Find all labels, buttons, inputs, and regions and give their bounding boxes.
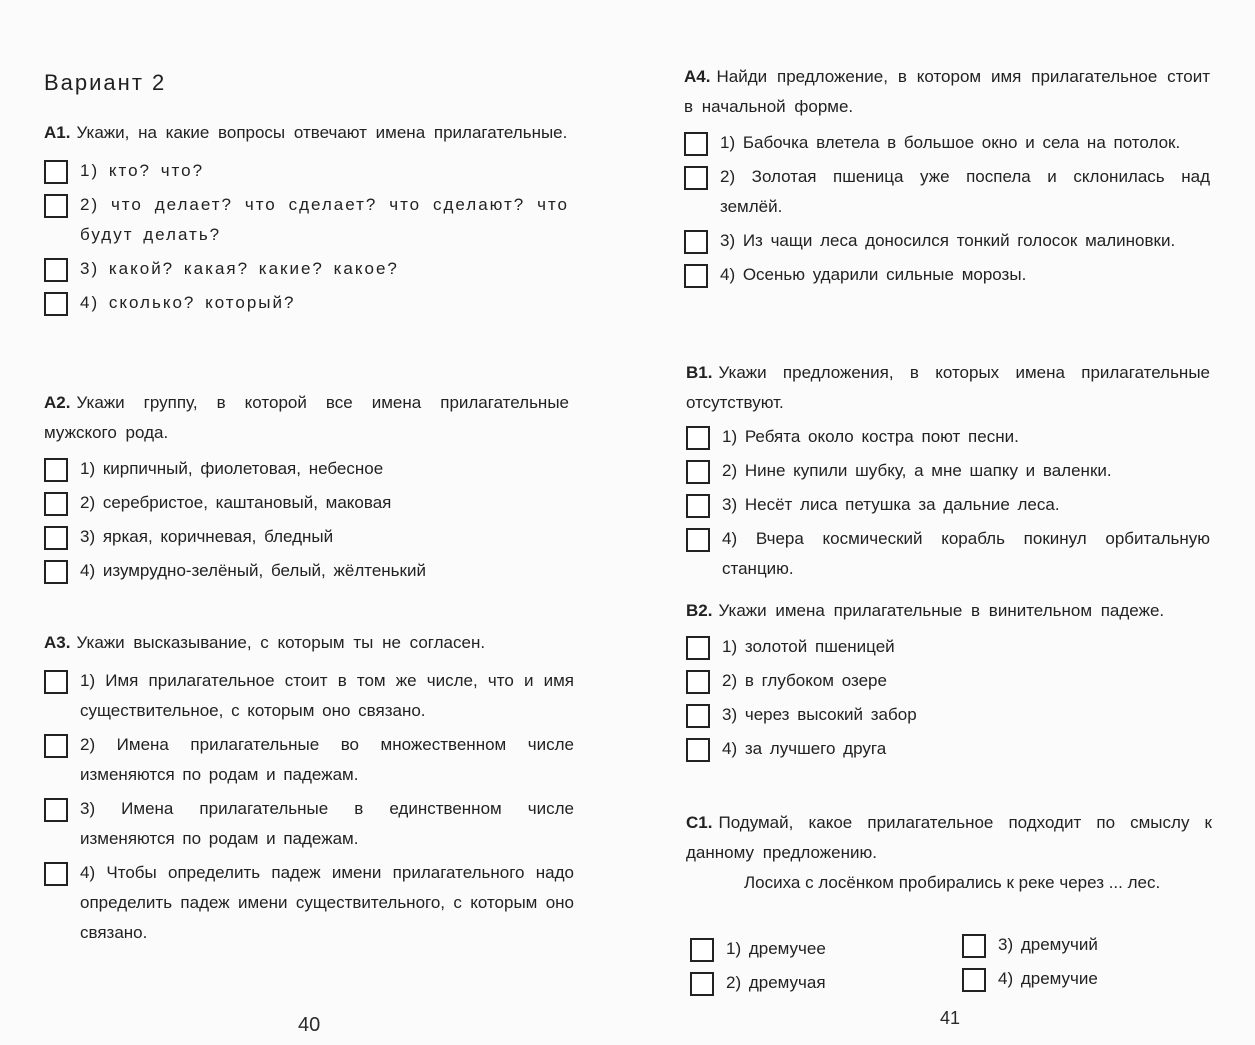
answer-option[interactable]: 2) серебристое, каштановый, маковая: [44, 488, 569, 518]
answer-option[interactable]: 1) кирпичный, фиолетовая, небесное: [44, 454, 569, 484]
answer-option[interactable]: 3) Несёт лиса петушка за дальние леса.: [686, 490, 1210, 520]
answer-option[interactable]: 1) Ребята около костра поют песни.: [686, 422, 1210, 452]
checkbox[interactable]: [44, 160, 68, 184]
answer-option[interactable]: 2) Имена прилагательные во множественном числе изменяются по родам и падежам.: [44, 730, 574, 790]
question-a4-text: A4. Найди предложение, в котором имя прилагательное стоит в начальной форме.: [684, 67, 1210, 116]
question-a2: [44, 388, 569, 586]
answer-option[interactable]: 2) Золотая пшеница уже поспела и склонилась над землёй.: [684, 162, 1210, 222]
question-c1: [686, 808, 1212, 898]
checkbox[interactable]: [686, 528, 710, 552]
question-a1: [44, 118, 569, 318]
answer-option[interactable]: 1) Имя прилагательное стоит в том же числе, что и имя существительное, с которым оно связано.: [44, 666, 574, 726]
variant-title: Вариант 2: [44, 70, 167, 95]
checkbox[interactable]: [686, 494, 710, 518]
answer-option[interactable]: 2) что делает? что сделает? что сделают? что будут делать?: [44, 190, 569, 250]
answer-option[interactable]: 3) яркая, коричневая, бледный: [44, 522, 569, 552]
question-a4: [684, 62, 1210, 290]
checkbox[interactable]: [44, 292, 68, 316]
checkbox[interactable]: [686, 636, 710, 660]
checkbox[interactable]: [684, 230, 708, 254]
question-a2-id: A2.: [44, 393, 71, 412]
question-c1-id: C1.: [686, 813, 713, 832]
answer-option[interactable]: 4) Вчера космический корабль покинул орбитальную станцию.: [686, 524, 1210, 584]
checkbox[interactable]: [686, 670, 710, 694]
question-b1-text: B1. Укажи предложения, в которых имена прилагательные отсутствуют.: [686, 363, 1210, 412]
checkbox[interactable]: [44, 492, 68, 516]
answer-option[interactable]: 1) дремучее: [690, 934, 930, 964]
question-a1-text: A1. Укажи, на какие вопросы отвечают имена прилагательные.: [44, 123, 568, 142]
c1-options-right: [962, 930, 1202, 994]
question-c1-text: C1. Подумай, какое прилагательное подходит по смыслу к данному предложению.: [686, 813, 1212, 862]
answer-option[interactable]: 4) изумрудно-зелёный, белый, жёлтенький: [44, 556, 569, 586]
answer-option[interactable]: 4) сколько? который?: [44, 288, 569, 318]
answer-option[interactable]: 1) кто? что?: [44, 156, 569, 186]
question-a1-id: A1.: [44, 123, 71, 142]
answer-option[interactable]: 4) Осенью ударили сильные морозы.: [684, 260, 1210, 290]
checkbox[interactable]: [686, 426, 710, 450]
question-a4-id: A4.: [684, 67, 711, 86]
answer-option[interactable]: 3) какой? какая? какие? какое?: [44, 254, 569, 284]
question-b2-id: B2.: [686, 601, 713, 620]
left-page: [0, 0, 620, 1045]
page-number: 41: [940, 1008, 961, 1028]
checkbox[interactable]: [44, 670, 68, 694]
question-a3-id: A3.: [44, 633, 71, 652]
answer-option[interactable]: 4) за лучшего друга: [686, 734, 1212, 764]
checkbox[interactable]: [44, 734, 68, 758]
question-a3: [44, 628, 574, 948]
checkbox[interactable]: [44, 258, 68, 282]
checkbox[interactable]: [44, 194, 68, 218]
checkbox[interactable]: [684, 132, 708, 156]
answer-option[interactable]: 1) золотой пшеницей: [686, 632, 1212, 662]
checkbox[interactable]: [690, 972, 714, 996]
answer-option[interactable]: 3) Из чащи леса доносился тонкий голосок малиновки.: [684, 226, 1210, 256]
checkbox[interactable]: [44, 798, 68, 822]
c1-options-left: [690, 934, 930, 998]
answer-option[interactable]: 4) Чтобы определить падеж имени прилагательного надо определить падеж имени существительного, с которым оно связано.: [44, 858, 574, 948]
answer-option[interactable]: 4) дремучие: [962, 964, 1202, 994]
question-a2-text: A2. Укажи группу, в которой все имена прилагательные мужского рода.: [44, 393, 569, 442]
answer-option[interactable]: 3) Имена прилагательные в единственном числе изменяются по родам и падежам.: [44, 794, 574, 854]
answer-option[interactable]: 1) Бабочка влетела в большое окно и села на потолок.: [684, 128, 1210, 158]
checkbox[interactable]: [686, 460, 710, 484]
question-a3-text: A3. Укажи высказывание, с которым ты не согласен.: [44, 633, 486, 652]
checkbox[interactable]: [962, 968, 986, 992]
question-b2: [686, 596, 1212, 764]
question-c1-sentence: Лосиха с лосёнком пробирались к реке через ... лес.: [744, 873, 1161, 892]
checkbox[interactable]: [686, 738, 710, 762]
checkbox[interactable]: [44, 862, 68, 886]
checkbox[interactable]: [686, 704, 710, 728]
answer-option[interactable]: 3) дремучий: [962, 930, 1202, 960]
checkbox[interactable]: [684, 264, 708, 288]
page-number: 40: [298, 1014, 321, 1036]
answer-option[interactable]: 2) в глубоком озере: [686, 666, 1212, 696]
question-b1-id: B1.: [686, 363, 713, 382]
checkbox[interactable]: [962, 934, 986, 958]
checkbox[interactable]: [44, 526, 68, 550]
checkbox[interactable]: [684, 166, 708, 190]
question-b2-text: B2. Укажи имена прилагательные в винительном падеже.: [686, 601, 1165, 620]
checkbox[interactable]: [44, 560, 68, 584]
answer-option[interactable]: 2) Нине купили шубку, а мне шапку и валенки.: [686, 456, 1210, 486]
right-page: [640, 0, 1255, 1045]
checkbox[interactable]: [690, 938, 714, 962]
answer-option[interactable]: 2) дремучая: [690, 968, 930, 998]
answer-option[interactable]: 3) через высокий забор: [686, 700, 1212, 730]
question-b1: [686, 358, 1210, 584]
checkbox[interactable]: [44, 458, 68, 482]
